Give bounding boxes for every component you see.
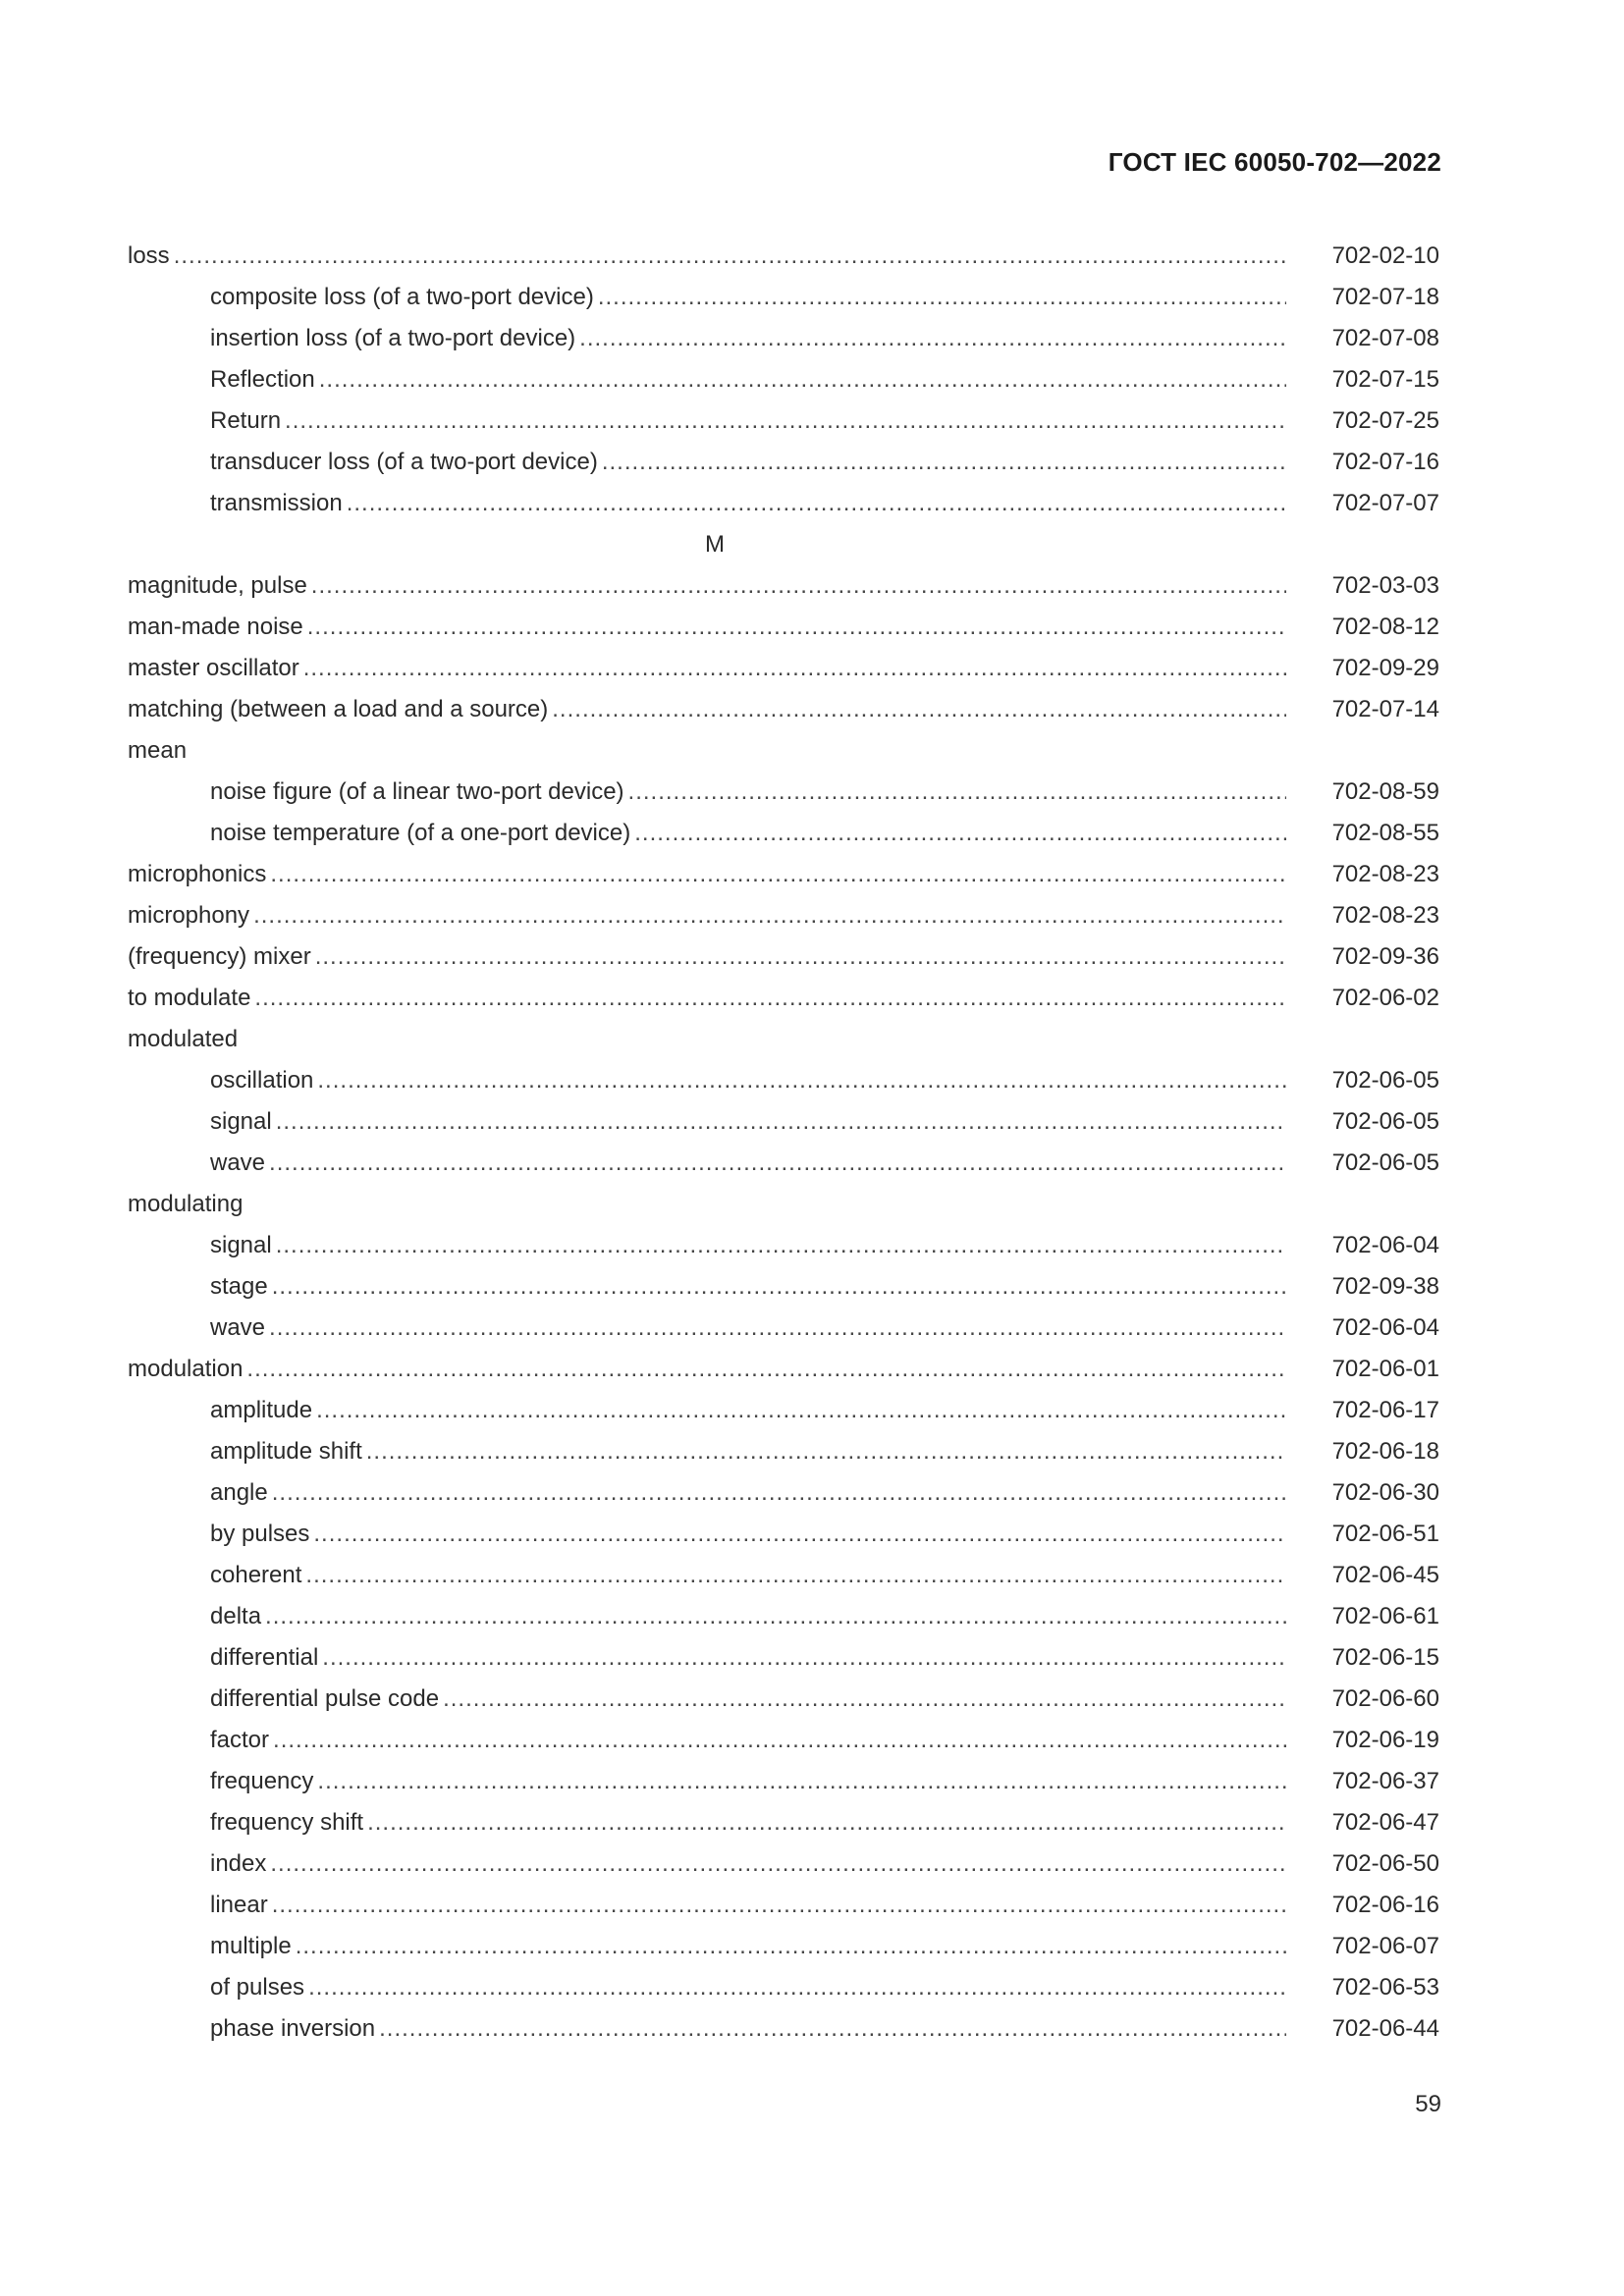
index-term: magnitude, pulse: [128, 572, 307, 599]
dot-leader: [285, 407, 1286, 435]
dot-leader: [246, 1356, 1286, 1383]
dot-leader: [311, 572, 1286, 600]
index-entry: [128, 1019, 1439, 1060]
index-entry: [128, 565, 1439, 607]
index-reference-number: 702-06-61: [1331, 1603, 1439, 1629]
index-subentry: [128, 400, 1439, 442]
index-reference-number: 702-06-07: [1331, 1933, 1439, 1959]
dot-leader: [270, 1850, 1286, 1878]
dot-leader: [269, 1149, 1286, 1177]
index-term: wave: [210, 1149, 266, 1176]
dot-leader: [174, 242, 1286, 270]
index-subentry: [128, 1679, 1439, 1720]
index-subentry: [128, 1143, 1439, 1184]
section-letter-heading: [128, 524, 1439, 565]
index-term: Return: [210, 407, 282, 434]
index-reference-number: 702-06-44: [1331, 2015, 1439, 2042]
index-reference-number: 702-08-23: [1331, 861, 1439, 887]
dot-leader: [272, 1892, 1286, 1919]
index-subentry: [128, 1967, 1439, 2008]
index-subentry: [128, 318, 1439, 359]
index-subentry: [128, 1761, 1439, 1802]
index-reference-number: 702-06-60: [1331, 1685, 1439, 1712]
index-term: matching (between a load and a source): [128, 696, 549, 722]
index-subentry: [128, 2008, 1439, 2050]
index-reference-number: 702-07-14: [1331, 696, 1439, 722]
index-reference-number: 702-06-05: [1331, 1108, 1439, 1135]
index-subentry: [128, 1720, 1439, 1761]
index-reference-number: 702-06-37: [1331, 1768, 1439, 1794]
dot-leader: [254, 985, 1286, 1012]
dot-leader: [602, 449, 1286, 476]
index-subentry: [128, 1101, 1439, 1143]
index-term: amplitude shift: [210, 1438, 362, 1465]
index-term: transmission: [210, 490, 343, 516]
index-term: noise figure (of a linear two-port device): [210, 778, 624, 805]
index-term: transducer loss (of a two-port device): [210, 449, 598, 475]
index-term: modulated: [128, 1026, 239, 1052]
index-reference-number: 702-06-50: [1331, 1850, 1439, 1877]
index-term: microphonics: [128, 861, 267, 887]
index-term: mean: [128, 737, 188, 764]
index-reference-number: 702-06-04: [1331, 1314, 1439, 1341]
index-reference-number: 702-06-47: [1331, 1809, 1439, 1836]
dot-leader: [272, 1273, 1286, 1301]
index-term: noise temperature (of a one-port device): [210, 820, 631, 846]
index-reference-number: 702-02-10: [1331, 242, 1439, 269]
index-subentry: [128, 483, 1439, 524]
dot-leader: [273, 1727, 1286, 1754]
index-reference-number: 702-06-16: [1331, 1892, 1439, 1918]
dot-leader: [579, 325, 1286, 352]
index-reference-number: 702-06-04: [1331, 1232, 1439, 1258]
section-letter: M: [705, 531, 725, 558]
dot-leader: [443, 1685, 1286, 1713]
index-subentry: [128, 1514, 1439, 1555]
dot-leader: [317, 1768, 1286, 1795]
dot-leader: [598, 284, 1286, 311]
index-subentry: [128, 1472, 1439, 1514]
dot-leader: [552, 696, 1286, 723]
dot-leader: [303, 655, 1286, 682]
index-list: [128, 236, 1439, 2050]
index-term: amplitude: [210, 1397, 313, 1423]
index-entry: [128, 1349, 1439, 1390]
index-term: frequency: [210, 1768, 314, 1794]
index-entry: [128, 648, 1439, 689]
index-entry: [128, 236, 1439, 277]
index-reference-number: 702-06-51: [1331, 1521, 1439, 1547]
index-entry: [128, 607, 1439, 648]
index-reference-number: 702-03-03: [1331, 572, 1439, 599]
index-term: Reflection: [210, 366, 315, 393]
index-term: microphony: [128, 902, 250, 929]
index-term: man-made noise: [128, 614, 303, 640]
index-term: loss: [128, 242, 170, 269]
dot-leader: [296, 1933, 1286, 1960]
index-term: modulation: [128, 1356, 244, 1382]
index-subentry: [128, 1390, 1439, 1431]
dot-leader: [634, 820, 1286, 847]
index-entry: [128, 895, 1439, 936]
index-term: delta: [210, 1603, 262, 1629]
index-subentry: [128, 1637, 1439, 1679]
dot-leader: [319, 366, 1286, 394]
dot-leader: [367, 1809, 1286, 1837]
index-reference-number: 702-06-53: [1331, 1974, 1439, 2001]
index-term: composite loss (of a two-port device): [210, 284, 594, 310]
index-term: to modulate: [128, 985, 251, 1011]
index-reference-number: 702-08-59: [1331, 778, 1439, 805]
index-term: (frequency) mixer: [128, 943, 311, 970]
index-subentry: [128, 772, 1439, 813]
index-term: wave: [210, 1314, 266, 1341]
dot-leader: [253, 902, 1286, 930]
index-term: factor: [210, 1727, 270, 1753]
index-entry: [128, 689, 1439, 730]
dot-leader: [269, 1314, 1286, 1342]
index-reference-number: 702-08-12: [1331, 614, 1439, 640]
index-subentry: [128, 1060, 1439, 1101]
index-reference-number: 702-07-08: [1331, 325, 1439, 351]
index-subentry: [128, 277, 1439, 318]
dot-leader: [265, 1603, 1286, 1630]
index-entry: [128, 854, 1439, 895]
dot-leader: [305, 1562, 1286, 1589]
index-reference-number: 702-06-19: [1331, 1727, 1439, 1753]
index-entry: [128, 978, 1439, 1019]
dot-leader: [322, 1644, 1286, 1672]
index-subentry: [128, 1225, 1439, 1266]
index-subentry: [128, 1266, 1439, 1308]
dot-leader: [276, 1232, 1286, 1259]
index-term: stage: [210, 1273, 268, 1300]
index-reference-number: 702-07-25: [1331, 407, 1439, 434]
index-subentry: [128, 813, 1439, 854]
dot-leader: [308, 1974, 1286, 2002]
index-reference-number: 702-06-05: [1331, 1149, 1439, 1176]
index-reference-number: 702-06-05: [1331, 1067, 1439, 1094]
dot-leader: [366, 1438, 1286, 1466]
index-reference-number: 702-08-55: [1331, 820, 1439, 846]
index-term: signal: [210, 1108, 272, 1135]
index-reference-number: 702-06-01: [1331, 1356, 1439, 1382]
index-reference-number: 702-06-18: [1331, 1438, 1439, 1465]
index-subentry: [128, 1926, 1439, 1967]
index-reference-number: 702-08-23: [1331, 902, 1439, 929]
index-reference-number: 702-06-45: [1331, 1562, 1439, 1588]
index-reference-number: 702-06-15: [1331, 1644, 1439, 1671]
index-reference-number: 702-06-17: [1331, 1397, 1439, 1423]
dot-leader: [315, 943, 1286, 971]
dot-leader: [313, 1521, 1286, 1548]
index-reference-number: 702-07-18: [1331, 284, 1439, 310]
dot-leader: [270, 861, 1286, 888]
dot-leader: [316, 1397, 1286, 1424]
index-entry: [128, 730, 1439, 772]
index-term: angle: [210, 1479, 268, 1506]
index-subentry: [128, 1596, 1439, 1637]
dot-leader: [307, 614, 1286, 641]
index-reference-number: 702-09-36: [1331, 943, 1439, 970]
dot-leader: [272, 1479, 1286, 1507]
page-header-title: ГОСТ IEC 60050-702—2022: [1108, 147, 1441, 177]
index-subentry: [128, 1843, 1439, 1885]
index-entry: [128, 1184, 1439, 1225]
index-entry: [128, 936, 1439, 978]
index-subentry: [128, 442, 1439, 483]
index-term: frequency shift: [210, 1809, 364, 1836]
index-term: differential: [210, 1644, 319, 1671]
dot-leader: [628, 778, 1286, 806]
index-reference-number: 702-07-07: [1331, 490, 1439, 516]
index-term: master oscillator: [128, 655, 299, 681]
index-reference-number: 702-06-02: [1331, 985, 1439, 1011]
index-term: modulating: [128, 1191, 244, 1217]
index-term: coherent: [210, 1562, 302, 1588]
index-subentry: [128, 1431, 1439, 1472]
index-reference-number: 702-07-15: [1331, 366, 1439, 393]
index-term: insertion loss (of a two-port device): [210, 325, 576, 351]
index-subentry: [128, 1802, 1439, 1843]
index-term: linear: [210, 1892, 268, 1918]
index-term: index: [210, 1850, 267, 1877]
index-reference-number: 702-09-29: [1331, 655, 1439, 681]
index-subentry: [128, 1885, 1439, 1926]
dot-leader: [379, 2015, 1286, 2043]
index-term: differential pulse code: [210, 1685, 440, 1712]
index-subentry: [128, 359, 1439, 400]
page-number: 59: [1415, 2091, 1441, 2117]
index-term: of pulses: [210, 1974, 305, 2001]
dot-leader: [317, 1067, 1286, 1095]
dot-leader: [276, 1108, 1286, 1136]
index-reference-number: 702-06-30: [1331, 1479, 1439, 1506]
index-term: oscillation: [210, 1067, 314, 1094]
index-reference-number: 702-07-16: [1331, 449, 1439, 475]
index-subentry: [128, 1555, 1439, 1596]
dot-leader: [347, 490, 1286, 517]
index-term: multiple: [210, 1933, 292, 1959]
index-reference-number: 702-09-38: [1331, 1273, 1439, 1300]
index-subentry: [128, 1308, 1439, 1349]
index-term: phase inversion: [210, 2015, 376, 2042]
index-term: signal: [210, 1232, 272, 1258]
index-term: by pulses: [210, 1521, 310, 1547]
